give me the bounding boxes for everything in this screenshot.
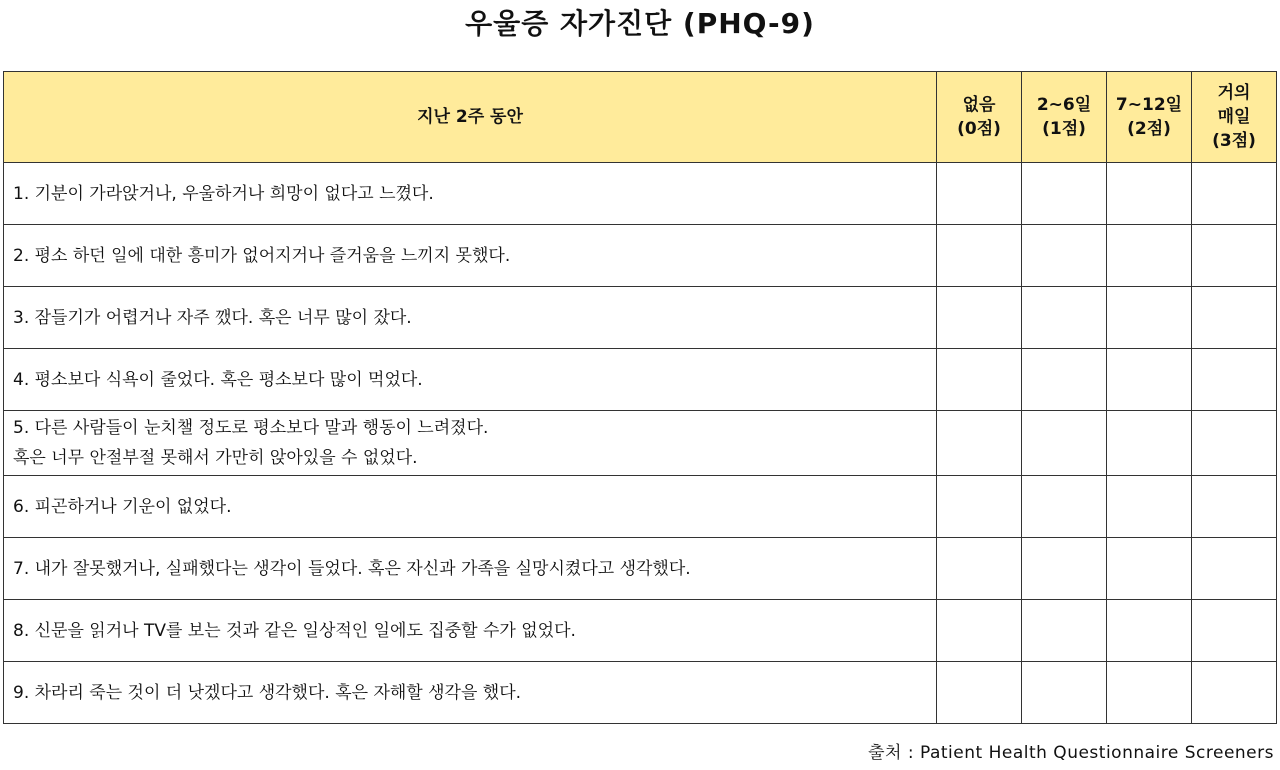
answer-cell-0[interactable] — [937, 538, 1022, 600]
question-text — [4, 476, 937, 538]
answer-cell-3[interactable] — [1192, 287, 1277, 349]
question-text — [4, 287, 937, 349]
answer-cell-3[interactable] — [1192, 476, 1277, 538]
question-text — [4, 163, 937, 225]
answer-cell-1[interactable] — [1022, 476, 1107, 538]
answer-cell-2[interactable] — [1107, 287, 1192, 349]
question-row-4 — [4, 349, 1277, 411]
header-line: 7~12일 — [1115, 95, 1183, 115]
header-row — [4, 72, 1277, 163]
question-text — [4, 662, 937, 724]
answer-cell-3[interactable] — [1192, 600, 1277, 662]
answer-cell-3[interactable] — [1192, 662, 1277, 724]
answer-cell-2[interactable] — [1107, 476, 1192, 538]
answer-cell-2[interactable] — [1107, 411, 1192, 476]
score-header-2 — [1107, 72, 1192, 163]
header-line: (0점) — [957, 119, 1001, 139]
answer-cell-3[interactable] — [1192, 538, 1277, 600]
answer-cell-3[interactable] — [1192, 349, 1277, 411]
answer-cell-0[interactable] — [937, 349, 1022, 411]
score-header-3 — [1192, 72, 1277, 163]
question-row-1 — [4, 163, 1277, 225]
question-text — [4, 600, 937, 662]
question-row-7 — [4, 538, 1277, 600]
answer-cell-1[interactable] — [1022, 600, 1107, 662]
answer-cell-0[interactable] — [937, 600, 1022, 662]
question-line: 2. 평소 하던 일에 대한 흥미가 없어지거나 즐거움을 느끼지 못했다. — [13, 245, 511, 266]
answer-cell-2[interactable] — [1107, 225, 1192, 287]
answer-cell-0[interactable] — [937, 163, 1022, 225]
header-line: (3점) — [1212, 131, 1256, 151]
answer-cell-1[interactable] — [1022, 411, 1107, 476]
answer-cell-0[interactable] — [937, 411, 1022, 476]
question-line: 혹은 너무 안절부절 못해서 가만히 앉아있을 수 없었다. — [13, 448, 418, 468]
source-credit: 출처 : Patient Health Questionnaire Screeners — [868, 743, 1274, 763]
question-text — [4, 538, 937, 600]
answer-cell-2[interactable] — [1107, 662, 1192, 724]
score-header-1 — [1022, 72, 1107, 163]
question-line: 8. 신문을 읽거나 TV를 보는 것과 같은 일상적인 일에도 집중할 수가 없었다. — [13, 620, 576, 641]
question-row-9 — [4, 662, 1277, 724]
question-line: 7. 내가 잘못했거나, 실패했다는 생각이 들었다. 혹은 자신과 가족을 실망시켰다고 생각했다. — [13, 558, 691, 579]
header-line: 2~6일 — [1036, 95, 1092, 115]
question-row-8 — [4, 600, 1277, 662]
answer-cell-1[interactable] — [1022, 163, 1107, 225]
header-line: 매일 — [1217, 107, 1251, 127]
answer-cell-2[interactable] — [1107, 349, 1192, 411]
answer-cell-0[interactable] — [937, 662, 1022, 724]
question-line: 1. 기분이 가라앉거나, 우울하거나 희망이 없다고 느꼈다. — [13, 183, 434, 204]
header-line: (1점) — [1042, 119, 1086, 139]
answer-cell-1[interactable] — [1022, 538, 1107, 600]
answer-cell-2[interactable] — [1107, 600, 1192, 662]
header-line: 없음 — [962, 95, 996, 115]
question-line: 9. 차라리 죽는 것이 더 낫겠다고 생각했다. 혹은 자해할 생각을 했다. — [13, 682, 522, 703]
question-row-3 — [4, 287, 1277, 349]
question-line: 4. 평소보다 식욕이 줄었다. 혹은 평소보다 많이 먹었다. — [13, 369, 423, 390]
question-row-5 — [4, 411, 1277, 476]
question-line: 5. 다른 사람들이 눈치챌 정도로 평소보다 말과 행동이 느려졌다. — [13, 418, 489, 438]
question-line: 3. 잠들기가 어렵거나 자주 깼다. 혹은 너무 많이 잤다. — [13, 307, 412, 328]
answer-cell-1[interactable] — [1022, 662, 1107, 724]
answer-cell-3[interactable] — [1192, 163, 1277, 225]
answer-cell-0[interactable] — [937, 476, 1022, 538]
question-text — [4, 349, 937, 411]
answer-cell-2[interactable] — [1107, 538, 1192, 600]
phq9-table — [3, 71, 1277, 724]
answer-cell-1[interactable] — [1022, 287, 1107, 349]
header-line: (2점) — [1127, 119, 1171, 139]
answer-cell-0[interactable] — [937, 225, 1022, 287]
question-row-2 — [4, 225, 1277, 287]
page-title: 우울증 자가진단 (PHQ-9) — [465, 7, 815, 40]
period-header: 지난 2주 동안 — [4, 72, 937, 163]
answer-cell-3[interactable] — [1192, 411, 1277, 476]
answer-cell-3[interactable] — [1192, 225, 1277, 287]
question-text — [4, 225, 937, 287]
question-text — [4, 411, 937, 476]
question-line: 6. 피곤하거나 기운이 없었다. — [13, 496, 232, 517]
answer-cell-0[interactable] — [937, 287, 1022, 349]
question-row-6 — [4, 476, 1277, 538]
answer-cell-1[interactable] — [1022, 349, 1107, 411]
answer-cell-1[interactable] — [1022, 225, 1107, 287]
answer-cell-2[interactable] — [1107, 163, 1192, 225]
header-line: 거의 — [1217, 83, 1251, 103]
score-header-0 — [937, 72, 1022, 163]
